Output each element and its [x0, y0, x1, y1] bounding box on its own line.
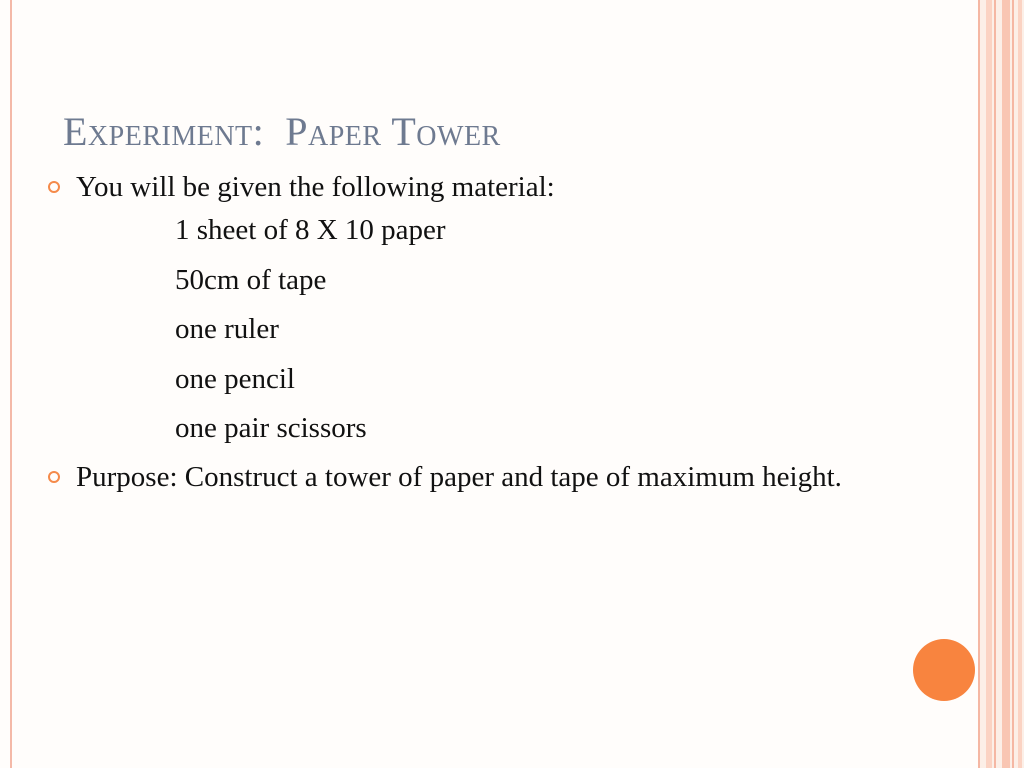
right-stripe	[1002, 0, 1010, 768]
right-stripe	[1012, 0, 1014, 768]
material-item: 50cm of tape	[175, 263, 327, 296]
material-item: one pencil	[175, 362, 295, 395]
material-item: one pair scissors	[175, 412, 367, 445]
materials-list	[76, 206, 868, 454]
bullet-text: You will be given the following material:	[76, 171, 555, 203]
material-item: one ruler	[175, 313, 279, 346]
bullet-circle-icon	[48, 471, 60, 483]
bullet-circle-icon	[48, 181, 60, 193]
bullet-text: Purpose: Construct a tower of paper and tape of maximum height.	[76, 460, 842, 493]
decorative-orange-circle	[913, 639, 975, 701]
right-stripe	[994, 0, 996, 768]
right-stripe	[1018, 0, 1022, 768]
right-stripe	[986, 0, 992, 768]
bullet-purpose	[48, 458, 868, 496]
slide-title: Experiment: Paper Tower	[63, 109, 501, 154]
right-stripe	[978, 0, 980, 768]
slide-body	[48, 168, 868, 496]
material-item: 1 sheet of 8 X 10 paper	[175, 214, 446, 246]
left-border-line	[10, 0, 12, 768]
bullet-materials	[48, 168, 868, 454]
